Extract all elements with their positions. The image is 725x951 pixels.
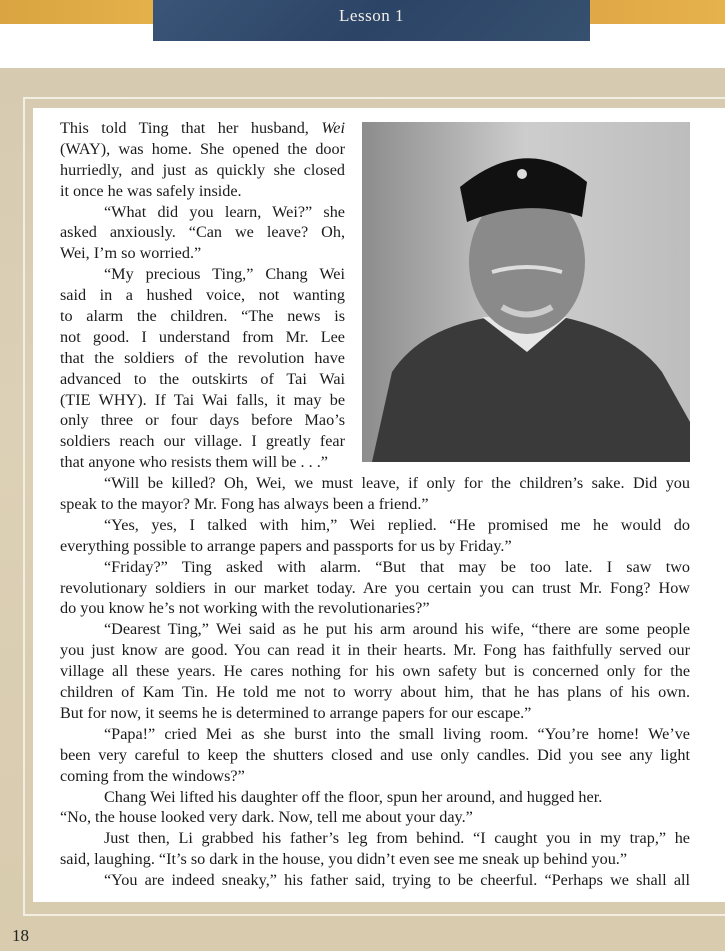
text-line	[60, 285, 345, 306]
text-line-content: do you know he’s not working with the revolutionaries?”	[60, 599, 430, 618]
text-line	[60, 243, 345, 264]
text-line	[60, 828, 690, 849]
text-line	[60, 578, 690, 599]
text-line	[60, 703, 690, 724]
text-line-content: This told Ting that her husband,	[60, 119, 322, 137]
page-number: 18	[12, 926, 29, 945]
text-line	[60, 849, 690, 870]
text-line-content: said in a hushed voice, not wanting	[60, 286, 345, 305]
text-line-content: (TIE WHY). If Tai Wai falls, it may be	[60, 390, 345, 409]
text-line-content: been very careful to keep the shutters closed and use only candles. Did you see any light	[60, 745, 690, 764]
text-line-content: everything possible to arrange papers and passports for us by Friday.”	[60, 536, 512, 555]
text-line	[60, 870, 690, 891]
text-line	[60, 557, 690, 578]
text-line	[60, 473, 690, 494]
text-line	[60, 410, 345, 431]
text-line	[60, 139, 345, 160]
text-line	[60, 431, 345, 452]
text-line	[60, 745, 690, 766]
text-line	[60, 348, 345, 369]
story-text	[60, 118, 690, 891]
text-line-content: speak to the mayor? Mr. Fong has always been a friend.”	[60, 495, 429, 514]
text-line-content: not good. I understand from Mr. Lee	[60, 327, 345, 346]
text-line-content: But for now, it seems he is determined to arrange papers for our escape.”	[60, 703, 532, 722]
text-line-content: that anyone who resists them will be . . .”	[60, 453, 328, 472]
text-line	[60, 787, 690, 808]
text-line	[60, 766, 690, 787]
text-line-content: Just then, Li grabbed his father’s leg from behind. “I caught you in my trap,” he	[104, 829, 690, 848]
text-line	[60, 390, 345, 411]
text-line-content: advanced to the outskirts of Tai Wai	[60, 369, 345, 388]
text-line-content: that the soldiers of the revolution have	[60, 348, 345, 367]
text-line-content: “Dearest Ting,” Wei said as he put his arm around his wife, “there are some people	[104, 620, 690, 639]
text-line	[60, 515, 690, 536]
text-line	[60, 619, 690, 640]
lesson-title-banner	[153, 0, 590, 41]
text-line	[60, 264, 345, 285]
text-line-content: “Yes, yes, I talked with him,” Wei replied. “He promised me he would do	[104, 515, 690, 534]
text-line	[60, 724, 690, 745]
text-line	[60, 598, 690, 619]
text-line-content: Wei, I’m so worried.”	[60, 244, 202, 263]
text-line	[60, 118, 345, 139]
text-line	[60, 807, 690, 828]
text-line	[60, 536, 690, 557]
italic-name: Wei	[321, 119, 345, 137]
text-line	[60, 682, 690, 703]
text-line-content: children of Kam Tin. He told me not to worry about him, that he has plans of his own.	[60, 683, 690, 702]
text-line-content: to alarm the children. “The news is	[60, 307, 345, 326]
text-line-content: “You are indeed sneaky,” his father said, trying to be cheerful. “Perhaps we shall all	[104, 871, 690, 890]
text-line-content: it once he was safely inside.	[60, 181, 242, 200]
text-line	[60, 494, 690, 515]
lesson-title: Lesson 1	[339, 6, 404, 25]
text-line-content: asked anxiously. “Can we leave? Oh,	[60, 223, 345, 242]
text-line	[60, 202, 345, 223]
text-line-content: “Friday?” Ting asked with alarm. “But that may be too late. I saw two	[104, 557, 690, 576]
text-line	[60, 369, 345, 390]
text-line	[60, 222, 345, 243]
text-line-content: coming from the windows?”	[60, 766, 245, 785]
text-line-content: “Will be killed? Oh, Wei, we must leave, if only for the children’s sake. Did you	[104, 474, 690, 493]
text-line-content: revolutionary soldiers in our market today. Are you certain you can trust Mr. Fong? How	[60, 578, 690, 597]
text-line-content: you just know are good. You can read it in their hearts. Mr. Fong has faithfully served our	[60, 641, 690, 660]
text-line-content: “My precious Ting,” Chang Wei	[104, 265, 345, 284]
text-line	[60, 160, 345, 181]
text-line-content: “No, the house looked very dark. Now, tell me about your day.”	[60, 808, 473, 827]
text-line-content: “Papa!” cried Mei as she burst into the small living room. “You’re home! We’ve	[104, 724, 690, 743]
text-line	[60, 306, 345, 327]
text-line-content: hurriedly, and just as quickly she closed	[60, 160, 345, 179]
text-line-content: only three or four days before Mao’s	[60, 411, 345, 430]
text-line-content: Chang Wei lifted his daughter off the floor, spun her around, and hugged her.	[104, 787, 603, 806]
text-line	[60, 452, 345, 473]
text-line-content: soldiers reach our village. I greatly fear	[60, 432, 345, 451]
text-line-content: said, laughing. “It’s so dark in the house, you didn’t even see me sneak up behind you.”	[60, 850, 628, 869]
text-line-content: (WAY), was home. She opened the door	[60, 139, 345, 158]
text-line-content: “What did you learn, Wei?” she	[104, 202, 345, 221]
text-line	[60, 181, 345, 202]
text-line	[60, 640, 690, 661]
text-line-content: village all these years. He cares nothing for his own safety but is concerned only for the	[60, 662, 690, 681]
text-line	[60, 661, 690, 682]
text-line	[60, 327, 345, 348]
